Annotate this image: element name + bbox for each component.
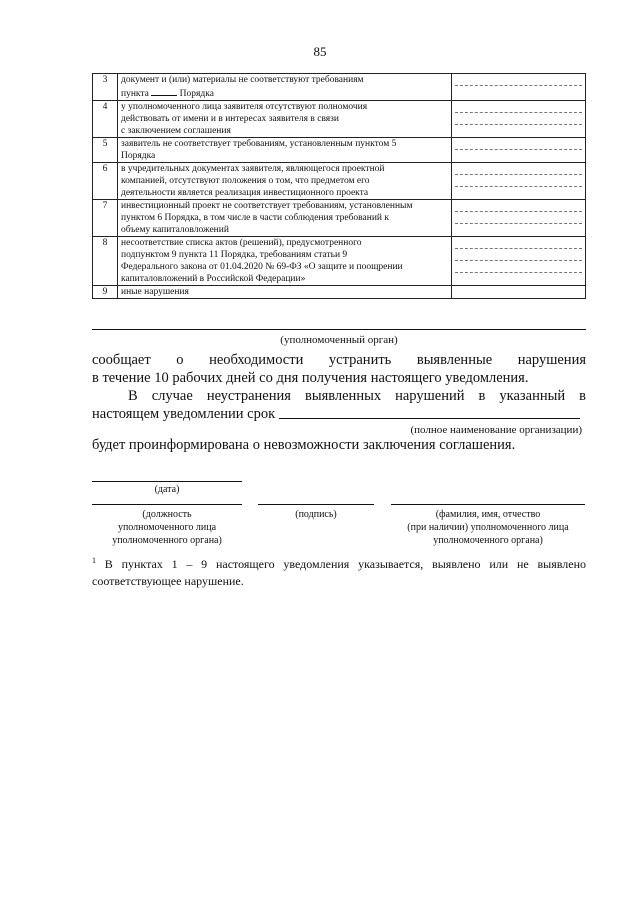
text-line — [92, 405, 586, 423]
footnote-line: соответствующее нарушение. — [92, 574, 244, 588]
row-text-line: действовать от имени и в интересах заявителя в связи — [121, 114, 340, 124]
row-text-line: документ и (или) материалы не соответствуют требованиям — [121, 75, 364, 85]
row-mark-cell — [452, 163, 586, 200]
footnote-text: В пунктах 1 – 9 настоящего уведомления указывается, выявлено или не выявлено — [96, 557, 586, 571]
row-description — [118, 163, 452, 200]
position-line — [92, 504, 242, 505]
full-name-line — [391, 504, 585, 505]
row-text-line: компанией, отсутствуют положения о том, что предметом его — [121, 176, 370, 186]
position-caption — [92, 508, 242, 547]
row-description — [118, 138, 452, 163]
row-mark-cell — [452, 200, 586, 237]
row-description — [118, 286, 452, 299]
paragraph-deadline — [92, 387, 586, 437]
row-mark-cell — [452, 74, 586, 101]
text-fragment: настоящем уведомлении срок — [92, 406, 276, 422]
row-description — [118, 101, 452, 138]
row-text-line: иные нарушения — [121, 287, 189, 297]
caption-line: уполномоченного органа) — [433, 535, 543, 546]
row-text-line: капиталовложений в Российской Федерации» — [121, 274, 306, 284]
signature-caption: (подпись) — [295, 509, 337, 520]
caption-line: (должность — [142, 509, 192, 520]
row-text-line: с заключением соглашения — [121, 126, 231, 136]
row-text-line: Федерального закона от 01.04.2020 № 69-ФЗ «О защите и поощрении — [121, 262, 403, 272]
row-number: 6 — [93, 163, 118, 200]
text-line: сообщает о необходимости устранить выявленные нарушения — [92, 352, 586, 368]
row-mark-cell — [452, 237, 586, 286]
caption-line: уполномоченного лица — [117, 522, 217, 533]
organization-name-line — [279, 418, 580, 419]
footnote — [92, 556, 586, 590]
signature-line — [258, 504, 374, 505]
blank-field — [151, 86, 177, 96]
caption-line: (при наличии) уполномоченного лица — [407, 522, 569, 533]
row-text-line: несоответствие списка актов (решений), предусмотренного — [121, 238, 362, 248]
page-number: 85 — [313, 44, 327, 59]
row-text-line: деятельности является реализация инвестиционного проекта — [121, 188, 369, 198]
paragraph-notice — [92, 351, 586, 387]
row-number: 3 — [93, 74, 118, 101]
row-text-line: Порядка — [121, 151, 156, 161]
row-mark-cell — [452, 101, 586, 138]
table-row — [93, 101, 586, 138]
table-row — [93, 286, 586, 299]
violations-table — [92, 73, 586, 299]
row-description — [118, 237, 452, 286]
row-text-line: пунктом 6 Порядка, в том числе в части соблюдения требований к — [121, 213, 389, 223]
organ-caption: (уполномоченный орган) — [280, 334, 398, 346]
row-text-line: инвестиционный проект не соответствует требованиям, установленным — [121, 201, 413, 211]
organization-caption: (полное наименование организации) — [410, 424, 582, 436]
row-mark-cell — [452, 286, 586, 299]
row-text-line: заявитель не соответствует требованиям, установленным пунктом 5 — [121, 139, 397, 149]
footnote-marker: 1 — [92, 556, 96, 565]
row-text-fragment: пункта — [121, 89, 149, 99]
table-row — [93, 237, 586, 286]
organ-name-line — [92, 329, 586, 330]
table-row — [93, 200, 586, 237]
row-text-line: в учредительных документах заявителя, являющегося проектной — [121, 164, 385, 174]
footnote-line — [92, 556, 586, 573]
row-mark-cell — [452, 138, 586, 163]
date-line — [92, 481, 242, 482]
row-text-fragment: Порядка — [179, 89, 214, 99]
table-row — [93, 163, 586, 200]
row-number: 4 — [93, 101, 118, 138]
row-number: 9 — [93, 286, 118, 299]
row-description — [118, 74, 452, 101]
table-row — [93, 74, 586, 101]
caption-line: (фамилия, имя, отчество — [435, 509, 541, 520]
row-number: 5 — [93, 138, 118, 163]
row-text-line — [121, 86, 448, 100]
row-number: 8 — [93, 237, 118, 286]
text-line: в течение 10 рабочих дней со дня получения настоящего уведомления. — [92, 370, 529, 386]
row-text-line: подпунктом 9 пункта 11 Порядка, требованиям статьи 9 — [121, 250, 348, 260]
date-caption: (дата) — [154, 484, 180, 495]
full-name-caption — [391, 508, 585, 547]
table-row — [93, 138, 586, 163]
caption-line: уполномоченного органа) — [112, 535, 222, 546]
paragraph-result: будет проинформирована о невозможности заключения соглашения. — [92, 437, 516, 453]
text-line: В случае неустранения выявленных нарушений в указанный в — [128, 388, 586, 404]
row-description — [118, 200, 452, 237]
row-number: 7 — [93, 200, 118, 237]
row-text-line: у уполномоченного лица заявителя отсутствуют полномочия — [121, 102, 368, 112]
row-text-line: объему капиталовложений — [121, 225, 229, 235]
